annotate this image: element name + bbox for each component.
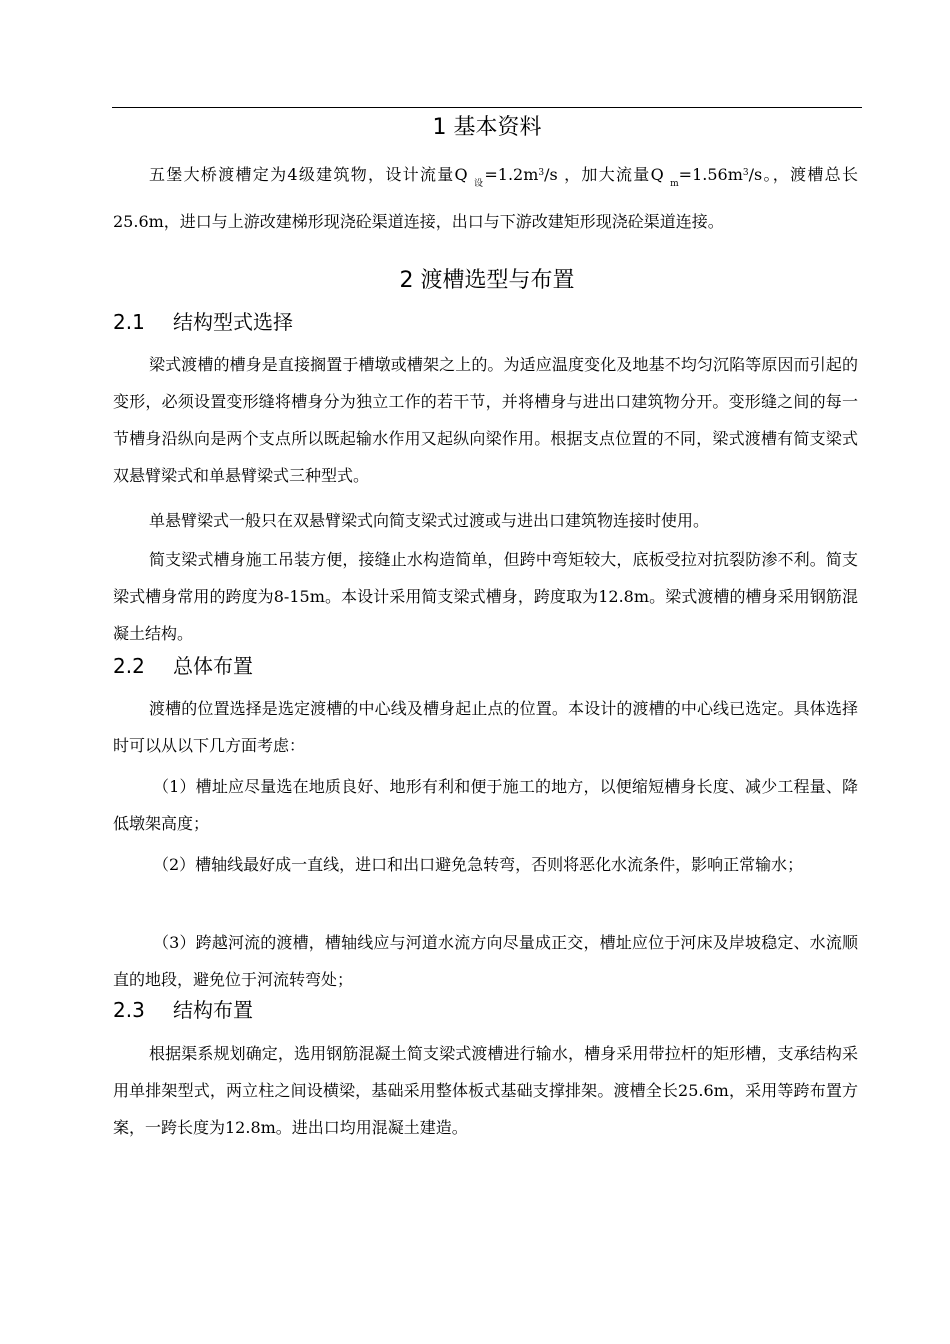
section-2-1-paragraph-3: 简支梁式槽身施工吊装方便，接缝止水构造简单，但跨中弯矩较大，底板受拉对抗裂防渗不利。简支梁式槽身常用的跨度为8-15m。本设计采用简支梁式槽身，跨度取为12.8m。梁式渡槽的槽身采用钢筋混凝土结构。 xyxy=(113,550,858,643)
section-2-2-item-1: （1）槽址应尽量选在地质良好、地形有利和便于施工的地方，以便缩短槽身长度、减少工程量、降低墩架高度； xyxy=(113,777,858,833)
heading-basic-info: 1 基本资料 xyxy=(432,115,542,140)
section-2-3-paragraph-1: 根据渠系规划确定，选用钢筋混凝土简支梁式渡槽进行输水，槽身采用带拉杆的矩形槽，支承结构采用单排架型式，两立柱之间设横梁，基础采用整体板式基础支撑排架。渡槽全长25.6m，采用等跨布置方案，一跨长度为12.8m。进出口均用混凝土建造。 xyxy=(113,1044,858,1137)
section-heading-2-3: 2.3 结构布置 xyxy=(113,998,253,1022)
basic-info-paragraph: 五堡大桥渡槽定为4级建筑物，设计流量Q $_设=1.2m^3/s$ ，加大流量Q $_m=1.56m^3/s$。，渡槽总长25.6m，进口与上游改建梯形现浇砼渠道连接，出口与下游改建矩形现浇砼渠道连接。 xyxy=(113,165,858,231)
section-2-2-paragraph-1: 渡槽的位置选择是选定渡槽的中心线及槽身起止点的位置。本设计的渡槽的中心线已选定。具体选择时可以从以下几方面考虑： xyxy=(113,699,858,755)
section-2-2-item-2: （2）槽轴线最好成一直线，进口和出口避免急转弯，否则将恶化水流条件，影响正常输水； xyxy=(153,855,804,874)
section-2-1-paragraph-1: 梁式渡槽的槽身是直接搁置于槽墩或槽架之上的。为适应温度变化及地基不均匀沉陷等原因而引起的变形，必须设置变形缝将槽身分为独立工作的若干节，并将槽身与进出口建筑物分开。变形缝之间的每一节槽身沿纵向是两个支点所以既起输水作用又起纵向梁作用。根据支点位置的不同，梁式渡槽有简支梁式双悬臂梁式和单悬臂梁式三种型式。 xyxy=(113,355,858,485)
heading-selection-layout: 2 渡槽选型与布置 xyxy=(399,268,575,293)
section-heading-2-1: 2.1 结构型式选择 xyxy=(113,310,293,334)
section-2-2-item-3: （3）跨越河流的渡槽，槽轴线应与河道水流方向尽量成正交，槽址应位于河床及岸坡稳定、水流顺直的地段，避免位于河流转弯处； xyxy=(113,933,858,989)
section-2-1-paragraph-2: 单悬臂梁式一般只在双悬臂梁式向简支梁式过渡或与进出口建筑物连接时使用。 xyxy=(149,511,710,530)
header-rule xyxy=(112,107,862,108)
section-heading-2-2: 2.2 总体布置 xyxy=(113,654,253,678)
